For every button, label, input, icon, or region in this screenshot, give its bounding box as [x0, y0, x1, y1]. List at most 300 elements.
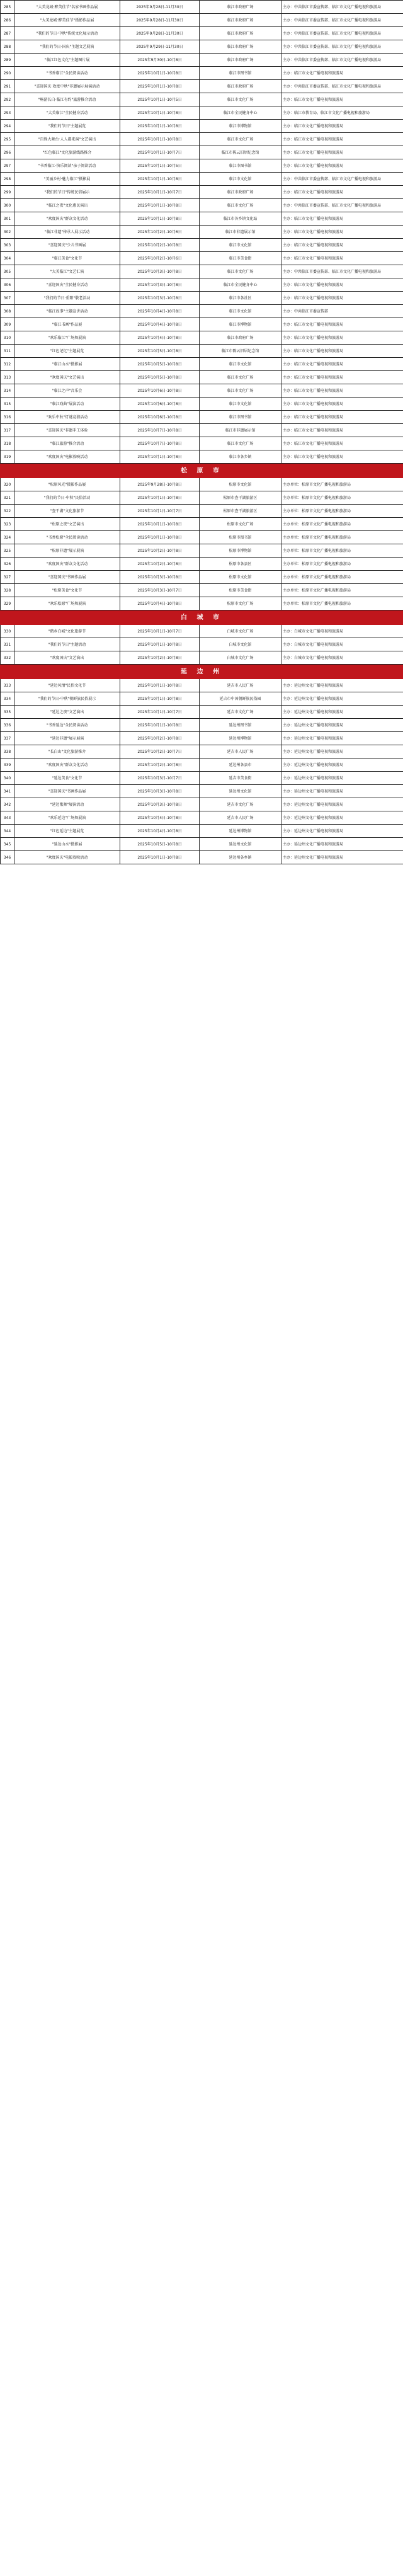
activity-host: 主办：临江市文化广播电视和旅游局: [281, 384, 403, 398]
row-number: 340: [1, 772, 14, 785]
activity-place: 松原市文化馆: [200, 571, 281, 584]
activity-place: 松原市文化广场: [200, 518, 281, 531]
activity-host: 主办：临江市文化广播电视和旅游局: [281, 93, 403, 106]
activity-date: 2025年10月1日-10月8日: [120, 851, 200, 864]
activity-date: 2025年10月4日-10月8日: [120, 318, 200, 331]
table-row: [1, 186, 403, 199]
activity-host: 主办：临江市文化广播电视和旅游局: [281, 67, 403, 80]
table-row: [1, 226, 403, 239]
section-title: 松 原 市: [1, 464, 403, 478]
row-number: 320: [1, 478, 14, 491]
table-row: [1, 785, 403, 798]
activity-host: 主办单位：松原市文化广播电视和旅游局: [281, 491, 403, 505]
activity-name: "大美龙城·醉美佳节"摄影作品展: [14, 14, 120, 27]
activity-place: 白城市文化馆: [200, 638, 281, 651]
activity-date: 2025年10月6日-10月8日: [120, 384, 200, 398]
activity-host: 主办：临江市文化广播电视和旅游局: [281, 318, 403, 331]
activity-host: 主办单位：松原市文化广播电视和旅游局: [281, 544, 403, 558]
activity-name: "我们的节日·中秋"朝鲜族民俗展示: [14, 692, 120, 706]
activity-host: 主办：临江市文化广播电视和旅游局: [281, 450, 403, 464]
row-number: 339: [1, 758, 14, 772]
activity-host: 主办：临江市文化广播电视和旅游局: [281, 186, 403, 199]
row-number: 337: [1, 732, 14, 745]
activity-host: 主办：临江市文化广播电视和旅游局: [281, 371, 403, 384]
activity-name: "临江书画"作品展: [14, 318, 120, 331]
activity-host: 主办：延边州文化广播电视和旅游局: [281, 825, 403, 838]
activity-place: 临江市美食街: [200, 252, 281, 265]
activity-date: 2025年10月1日-10月7日: [120, 146, 200, 159]
table-row: [1, 54, 403, 67]
activity-host: 主办单位：松原市文化广播电视和旅游局: [281, 584, 403, 597]
activity-host: 主办：临江市文化广播电视和旅游局: [281, 212, 403, 226]
activity-date: 2025年10月2日-10月8日: [120, 651, 200, 665]
table-row: [1, 706, 403, 719]
table-row: [1, 199, 403, 212]
activity-place: 临江市图书馆: [200, 67, 281, 80]
activity-name: "我们的节日"主题展览: [14, 120, 120, 133]
table-row: [1, 518, 403, 531]
activity-host: 主办：白城市文化广播电视和旅游局: [281, 625, 403, 638]
activity-host: 主办：临江市文化广播电视和旅游局: [281, 424, 403, 437]
activity-host: 主办：延边州文化广播电视和旅游局: [281, 772, 403, 785]
table-row: [1, 292, 403, 305]
activity-name: "临江之声"音乐会: [14, 384, 120, 398]
row-number: 296: [1, 146, 14, 159]
activity-date: 2025年10月2日-10月8日: [120, 758, 200, 772]
activity-date: 2025年10月2日-10月6日: [120, 226, 200, 239]
activity-name: "畅游长白·临江有约"旅游推介活动: [14, 93, 120, 106]
activity-date: 2025年10月6日-10月8日: [120, 398, 200, 411]
row-number: 343: [1, 811, 14, 825]
row-number: 345: [1, 838, 14, 851]
activity-name: "红色临江"文化旅游线路推介: [14, 146, 120, 159]
activity-name: "我们的节日·中秋"传统文化展示活动: [14, 27, 120, 40]
row-number: 324: [1, 531, 14, 544]
activity-place: 松原市美食街: [200, 584, 281, 597]
table-row: [1, 120, 403, 133]
activity-date: 2025年9月29日-11月30日: [120, 40, 200, 54]
row-number: 311: [1, 345, 14, 358]
table-row: [1, 478, 403, 491]
activity-name: "喜迎国庆·欢度中秋"非遗展示展演活动: [14, 80, 120, 93]
section-header-row: [1, 610, 403, 625]
table-row: [1, 27, 403, 40]
activity-date: 2025年10月5日-10月8日: [120, 345, 200, 358]
row-number: 315: [1, 398, 14, 411]
activity-place: 临江市图书馆: [200, 159, 281, 173]
table-row: [1, 732, 403, 745]
activity-host: 主办：延边州文化广播电视和旅游局: [281, 851, 403, 864]
activity-name: "临江旅游"推介活动: [14, 437, 120, 450]
activity-place: 松原市文化馆: [200, 478, 281, 491]
activity-place: 松原市博物馆: [200, 544, 281, 558]
row-number: 331: [1, 638, 14, 651]
activity-date: 2025年10月1日-10月8日: [120, 199, 200, 212]
activity-date: 2025年10月2日-10月7日: [120, 745, 200, 758]
activity-host: 主办：中共临江市委宣传部、临江市文化广播电视和旅游局: [281, 54, 403, 67]
section-title: 延 边 州: [1, 665, 403, 679]
table-row: [1, 212, 403, 226]
activity-place: 临江市各乡镇: [200, 450, 281, 464]
activity-place: 临江市政府广场: [200, 40, 281, 54]
row-number: 341: [1, 785, 14, 798]
activity-date: 2025年10月1日-10月8日: [120, 692, 200, 706]
activity-name: "临江美食"文化节: [14, 252, 120, 265]
table-row: [1, 173, 403, 186]
activity-host: 主办：中共临江市委宣传部、临江市文化广播电视和旅游局: [281, 199, 403, 212]
activity-date: 2025年10月5日-10月8日: [120, 358, 200, 371]
table-row: [1, 159, 403, 173]
activity-place: 临江市政府广场: [200, 27, 281, 40]
row-number: 338: [1, 745, 14, 758]
row-number: 291: [1, 80, 14, 93]
table-row: [1, 491, 403, 505]
table-row: [1, 106, 403, 120]
activity-date: 2025年10月5日-10月8日: [120, 371, 200, 384]
activity-date: 2025年10月1日-10月8日: [120, 450, 200, 464]
activity-name: "长白山"文化旅游推介: [14, 745, 120, 758]
row-number: 336: [1, 719, 14, 732]
activity-name: "欢度国庆"电影放映活动: [14, 851, 120, 864]
activity-name: "书香延边"全民阅读活动: [14, 719, 120, 732]
table-row: [1, 851, 403, 864]
activity-host: 主办单位：松原市文化广播电视和旅游局: [281, 597, 403, 610]
activity-host: 主办：临江市教育局、临江市文化广播电视和旅游局: [281, 106, 403, 120]
activity-place: 松原市图书馆: [200, 531, 281, 544]
activity-place: 临江市文化广场: [200, 93, 281, 106]
row-number: 330: [1, 625, 14, 638]
activity-place: 临江市非遗展示馆: [200, 424, 281, 437]
table-row: [1, 80, 403, 93]
table-row: [1, 239, 403, 252]
activity-place: 临江市文化馆: [200, 398, 281, 411]
activity-name: "延边之夜"文艺演出: [14, 706, 120, 719]
activity-host: 主办：中共临江市委宣传部、临江市文化广播电视和旅游局: [281, 265, 403, 278]
activity-host: 主办：临江市文化广播电视和旅游局: [281, 331, 403, 345]
activity-place: 临江市政府广场: [200, 80, 281, 93]
activity-date: 2025年9月28日-11月30日: [120, 27, 200, 40]
activity-place: 临江市全民健身中心: [200, 278, 281, 292]
row-number: 285: [1, 1, 14, 14]
activity-name: "书香临江·快乐阅读"亲子阅读活动: [14, 159, 120, 173]
activity-name: "欢乐临江"广场舞展演: [14, 331, 120, 345]
activity-host: 主办单位：松原市文化广播电视和旅游局: [281, 505, 403, 518]
activity-host: 主办单位：松原市文化广播电视和旅游局: [281, 518, 403, 531]
activity-name: "临江山水"摄影展: [14, 358, 120, 371]
activity-date: 2025年10月3日-10月8日: [120, 571, 200, 584]
activity-name: "临江故事"主题宣讲活动: [14, 305, 120, 318]
row-number: 308: [1, 305, 14, 318]
row-number: 342: [1, 798, 14, 811]
activity-host: 主办：延边州文化广播电视和旅游局: [281, 732, 403, 745]
activity-date: 2025年10月4日-10月8日: [120, 305, 200, 318]
table-row: [1, 679, 403, 692]
table-row: [1, 544, 403, 558]
table-row: [1, 558, 403, 571]
row-number: 334: [1, 692, 14, 706]
activity-date: 2025年10月1日-10月7日: [120, 186, 200, 199]
row-number: 287: [1, 27, 14, 40]
table-body: [1, 1, 403, 864]
table-row: [1, 531, 403, 544]
activity-place: 延边州文化馆: [200, 785, 281, 798]
activity-host: 主办：延边州文化广播电视和旅游局: [281, 798, 403, 811]
table-row: [1, 345, 403, 358]
activity-name: "欢乐中秋"灯谜竞猜活动: [14, 411, 120, 424]
activity-host: 主办：临江市文化广播电视和旅游局: [281, 239, 403, 252]
activity-place: 松原市查干湖旅游区: [200, 491, 281, 505]
table-row: [1, 252, 403, 265]
row-number: 300: [1, 199, 14, 212]
activity-name: "欢度国庆"群众文化活动: [14, 558, 120, 571]
row-number: 346: [1, 851, 14, 864]
table-row: [1, 67, 403, 80]
activity-name: "大美临江"文艺汇演: [14, 265, 120, 278]
row-number: 344: [1, 825, 14, 838]
activity-host: 主办：延边州文化广播电视和旅游局: [281, 785, 403, 798]
activity-date: 2025年10月2日-10月6日: [120, 252, 200, 265]
activity-date: 2025年10月1日-10月8日: [120, 67, 200, 80]
activity-host: 主办：中共临江市委宣传部、临江市文化广播电视和旅游局: [281, 1, 403, 14]
activity-host: 主办：延边州文化广播电视和旅游局: [281, 838, 403, 851]
table-row: [1, 133, 403, 146]
table-row: [1, 318, 403, 331]
row-number: 314: [1, 384, 14, 398]
activity-host: 主办：临江市文化广播电视和旅游局: [281, 345, 403, 358]
activity-name: "松原美食"文化节: [14, 584, 120, 597]
table-row: [1, 278, 403, 292]
activity-name: "红色延边"主题展览: [14, 825, 120, 838]
activity-host: 主办：临江市文化广播电视和旅游局: [281, 133, 403, 146]
activity-name: "喜迎国庆"非遗手工体验: [14, 424, 120, 437]
activity-name: "美丽乡村·魅力临江"摄影展: [14, 173, 120, 186]
activity-place: 临江市文化馆: [200, 173, 281, 186]
activity-place: 临江市博物馆: [200, 120, 281, 133]
activity-place: 临江市非遗展示馆: [200, 226, 281, 239]
activity-date: 2025年10月1日-10月8日: [120, 106, 200, 120]
table-row: [1, 411, 403, 424]
table-row: [1, 571, 403, 584]
table-row: [1, 384, 403, 398]
activity-name: "欢乐松原"广场舞展演: [14, 597, 120, 610]
table-row: [1, 811, 403, 825]
table-row: [1, 584, 403, 597]
row-number: 327: [1, 571, 14, 584]
activity-name: "书香松原"全民阅读活动: [14, 531, 120, 544]
activity-date: 2025年10月1日-10月7日: [120, 505, 200, 518]
activity-host: 主办：中共临江市委宣传部: [281, 305, 403, 318]
activity-place: 临江市文化广场: [200, 371, 281, 384]
activity-date: 2025年10月1日-10月7日: [120, 706, 200, 719]
row-number: 303: [1, 239, 14, 252]
row-number: 321: [1, 491, 14, 505]
row-number: 316: [1, 411, 14, 424]
table-row: [1, 93, 403, 106]
activity-name: "临江非遗"传承人展示活动: [14, 226, 120, 239]
activity-name: "喜迎国庆"书画作品展: [14, 571, 120, 584]
activity-host: 主办：临江市文化广播电视和旅游局: [281, 437, 403, 450]
activity-place: 临江市各乡镇文化站: [200, 212, 281, 226]
activity-host: 主办：临江市文化广播电视和旅游局: [281, 120, 403, 133]
activity-date: 2025年10月1日-10月8日: [120, 120, 200, 133]
row-number: 312: [1, 358, 14, 371]
activity-name: "欢度国庆"群众文化活动: [14, 212, 120, 226]
table-row: [1, 692, 403, 706]
activity-name: "喜迎国庆"少儿书画展: [14, 239, 120, 252]
activity-host: 主办单位：松原市文化广播电视和旅游局: [281, 571, 403, 584]
activity-place: 临江市文化广场: [200, 199, 281, 212]
row-number: 310: [1, 331, 14, 345]
activity-date: 2025年9月28日-11月30日: [120, 1, 200, 14]
activity-date: 2025年10月1日-10月8日: [120, 531, 200, 544]
activity-place: 临江市陈云旧居纪念馆: [200, 146, 281, 159]
activity-name: "百姓大舞台·人人都来演"文艺演出: [14, 133, 120, 146]
activity-name: "临江之夜"文化惠民演出: [14, 199, 120, 212]
activity-place: 临江市文化广场: [200, 437, 281, 450]
activity-place: 临江市政府广场: [200, 331, 281, 345]
table-row: [1, 798, 403, 811]
activity-name: "延边美食"文化节: [14, 772, 120, 785]
activity-host: 主办单位：松原市文化广播电视和旅游局: [281, 531, 403, 544]
table-row: [1, 40, 403, 54]
activity-name: "大美临江"全民健身活动: [14, 106, 120, 120]
table-row: [1, 146, 403, 159]
activity-place: 临江市文化馆: [200, 239, 281, 252]
row-number: 299: [1, 186, 14, 199]
table-row: [1, 625, 403, 638]
activity-host: 主办：延边州文化广播电视和旅游局: [281, 706, 403, 719]
table-row: [1, 450, 403, 464]
activity-date: 2025年9月28日-10月8日: [120, 478, 200, 491]
activity-name: "延边风情"民俗文化节: [14, 679, 120, 692]
table-row: [1, 758, 403, 772]
activity-date: 2025年10月1日-10月8日: [120, 638, 200, 651]
activity-date: 2025年10月2日-10月8日: [120, 544, 200, 558]
activity-host: 主办：延边州文化广播电视和旅游局: [281, 758, 403, 772]
row-number: 288: [1, 40, 14, 54]
row-number: 302: [1, 226, 14, 239]
row-number: 307: [1, 292, 14, 305]
activity-date: 2025年10月1日-10月5日: [120, 93, 200, 106]
activity-host: 主办：白城市文化广播电视和旅游局: [281, 651, 403, 665]
activity-host: 主办单位：松原市文化广播电视和旅游局: [281, 478, 403, 491]
table-row: [1, 398, 403, 411]
row-number: 295: [1, 133, 14, 146]
activity-table: [0, 0, 403, 864]
table-row: [1, 331, 403, 345]
activity-host: 主办：临江市文化广播电视和旅游局: [281, 252, 403, 265]
activity-date: 2025年10月1日-10月8日: [120, 679, 200, 692]
table-row: [1, 745, 403, 758]
table-row: [1, 651, 403, 665]
activity-place: 延边州图书馆: [200, 719, 281, 732]
activity-host: 主办：延边州文化广播电视和旅游局: [281, 745, 403, 758]
activity-date: 2025年10月4日-10月8日: [120, 811, 200, 825]
activity-host: 主办：延边州文化广播电视和旅游局: [281, 719, 403, 732]
activity-host: 主办：延边州文化广播电视和旅游局: [281, 679, 403, 692]
row-number: 325: [1, 544, 14, 558]
activity-place: 松原市各县区: [200, 558, 281, 571]
activity-place: 延吉市中国朝鲜族民俗园: [200, 692, 281, 706]
table-row: [1, 371, 403, 384]
activity-name: "我们的节日·重阳"敬老活动: [14, 292, 120, 305]
activity-host: 主办：临江市文化广播电视和旅游局: [281, 398, 403, 411]
row-number: 294: [1, 120, 14, 133]
activity-host: 主办：延边州文化广播电视和旅游局: [281, 811, 403, 825]
row-number: 335: [1, 706, 14, 719]
activity-date: 2025年10月7日-10月8日: [120, 437, 200, 450]
activity-name: "喜迎国庆"全民健身活动: [14, 278, 120, 292]
activity-date: 2025年10月4日-10月8日: [120, 331, 200, 345]
activity-place: 临江市博物馆: [200, 318, 281, 331]
activity-name: "松原非遗"展示展演: [14, 544, 120, 558]
activity-place: 临江市政府广场: [200, 54, 281, 67]
activity-date: 2025年10月3日-10月8日: [120, 798, 200, 811]
row-number: 326: [1, 558, 14, 571]
activity-date: 2025年10月3日-10月8日: [120, 292, 200, 305]
activity-host: 主办：中共临江市委宣传部、临江市文化广播电视和旅游局: [281, 173, 403, 186]
table-row: [1, 424, 403, 437]
section-title: 白 城 市: [1, 610, 403, 625]
activity-host: 主办：中共临江市委宣传部、临江市文化广播电视和旅游局: [281, 80, 403, 93]
activity-date: 2025年10月1日-10月8日: [120, 212, 200, 226]
activity-name: "临江红色文化"主题图片展: [14, 54, 120, 67]
activity-date: 2025年10月3日-10月8日: [120, 265, 200, 278]
row-number: 319: [1, 450, 14, 464]
activity-place: 临江市文化馆: [200, 305, 281, 318]
table-row: [1, 638, 403, 651]
activity-place: 白城市文化广场: [200, 625, 281, 638]
table-row: [1, 1, 403, 14]
activity-place: 临江市各社区: [200, 292, 281, 305]
activity-date: 2025年10月3日-10月8日: [120, 278, 200, 292]
activity-place: 松原市文化广场: [200, 597, 281, 610]
activity-name: "欢度国庆"文艺演出: [14, 371, 120, 384]
activity-host: 主办：临江市文化广播电视和旅游局: [281, 146, 403, 159]
section-header-row: [1, 464, 403, 478]
table-row: [1, 305, 403, 318]
row-number: 317: [1, 424, 14, 437]
activity-date: 2025年10月2日-10月8日: [120, 239, 200, 252]
table-row: [1, 597, 403, 610]
activity-name: "我们的节日·国庆"主题文艺展演: [14, 40, 120, 54]
activity-name: "红色记忆"主题展览: [14, 345, 120, 358]
activity-name: "松原风光"摄影作品展: [14, 478, 120, 491]
activity-date: 2025年10月3日-10月7日: [120, 584, 200, 597]
row-number: 290: [1, 67, 14, 80]
activity-date: 2025年10月1日-10月8日: [120, 518, 200, 531]
activity-place: 延吉市文化广场: [200, 798, 281, 811]
activity-date: 2025年10月3日-10月7日: [120, 772, 200, 785]
activity-place: 临江市文化馆: [200, 358, 281, 371]
activity-name: "欢度国庆"电影放映活动: [14, 450, 120, 464]
activity-name: "临江戏曲"展演活动: [14, 398, 120, 411]
activity-date: 2025年9月30日-10月8日: [120, 54, 200, 67]
activity-date: 2025年10月4日-10月8日: [120, 597, 200, 610]
activity-name: "书香临江"全民阅读活动: [14, 67, 120, 80]
activity-place: 白城市文化广场: [200, 651, 281, 665]
activity-host: 主办：临江市文化广播电视和旅游局: [281, 278, 403, 292]
activity-host: 主办单位：松原市文化广播电视和旅游局: [281, 558, 403, 571]
activity-name: "延边山水"摄影展: [14, 838, 120, 851]
activity-name: "我们的节日·中秋"民俗活动: [14, 491, 120, 505]
activity-host: 主办：中共临江市委宣传部、临江市文化广播电视和旅游局: [281, 40, 403, 54]
activity-host: 主办：中共临江市委宣传部、临江市文化广播电视和旅游局: [281, 14, 403, 27]
table-row: [1, 772, 403, 785]
activity-place: 临江市文化广场: [200, 384, 281, 398]
activity-name: "我们的节日"主题活动: [14, 638, 120, 651]
activity-place: 延吉市美食街: [200, 772, 281, 785]
